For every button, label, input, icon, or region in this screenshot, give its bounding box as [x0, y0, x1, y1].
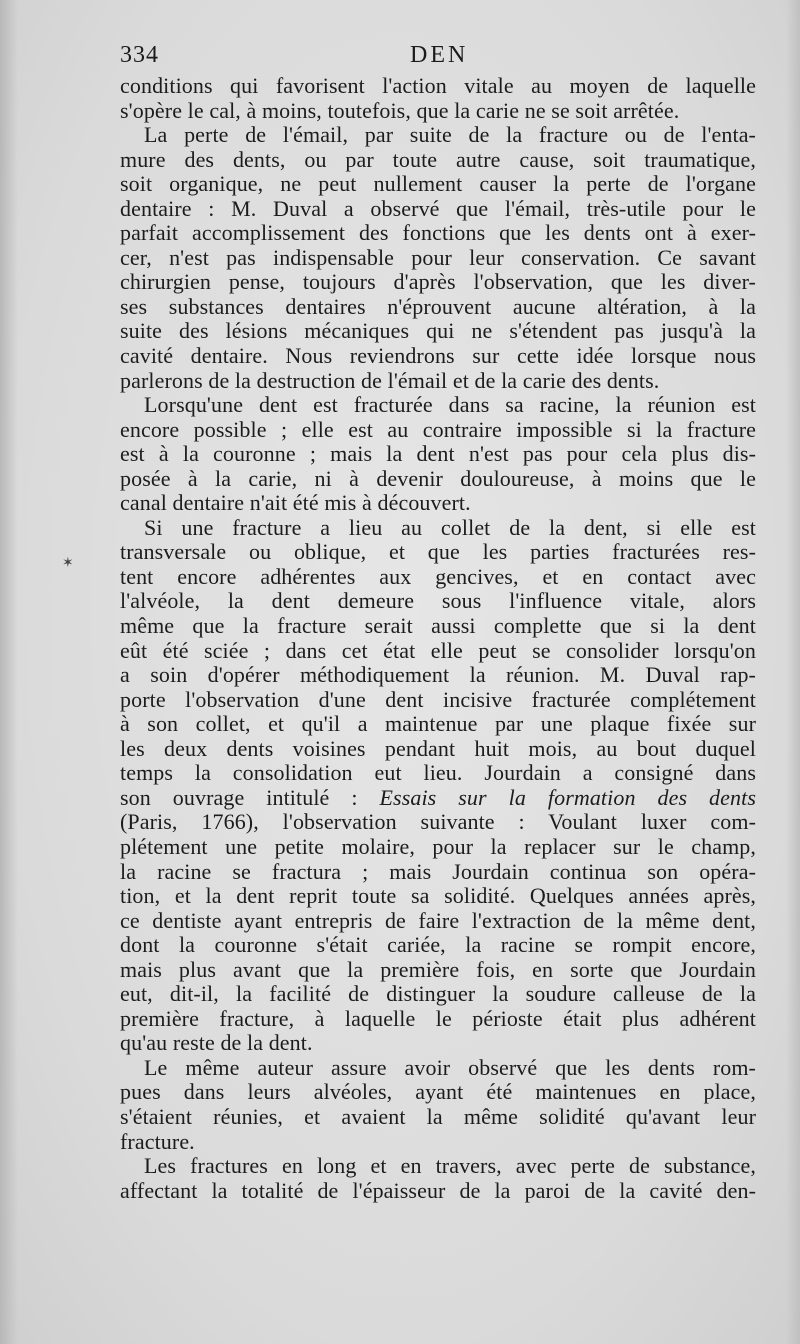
text-line: Si une fracture a lieu au collet de la dent, si elle est — [144, 515, 756, 540]
book-title: Essais sur la formation des dents — [379, 785, 756, 810]
text-line: cer, n'est pas indispensable pour leur conservation. Ce savant — [120, 245, 756, 270]
text-line: ce dentiste ayant entrepris de faire l'extraction de la même dent, — [120, 908, 756, 933]
text-line: les deux dents voisines pendant huit mois, au bout duquel — [120, 736, 756, 761]
text-line: Lorsqu'une dent est fracturée dans sa racine, la réunion est — [144, 393, 756, 418]
page-left-shadow — [0, 0, 18, 1344]
text-line: suite des lésions mécaniques qui ne s'étendent pas jusqu'à la — [120, 319, 756, 344]
text-line: eut, dit-il, la facilité de distinguer la soudure calleuse de la — [120, 982, 756, 1007]
text-line: Le même auteur assure avoir observé que les dents rom- — [144, 1055, 756, 1080]
text-line: s'opère le cal, à moins, toutefois, que la carie ne se soit arrêtée. — [120, 98, 680, 123]
body-text — [120, 74, 756, 1203]
text-line: posée à la carie, ni à devenir douloureuse, à moins que le — [120, 466, 756, 491]
text-line: dentaire : M. Duval a observé que l'émail, très-utile pour le — [120, 196, 756, 221]
text-line: parlerons de la destruction de l'émail et de la carie des dents. — [120, 368, 660, 393]
text-line: conditions qui favorisent l'action vitale au moyen de laquelle — [120, 74, 756, 98]
text-line: dont la couronne s'était cariée, la racine se rompit encore, — [120, 933, 756, 958]
text-line: à son collet, et qu'il a maintenue par une plaque fixée sur — [120, 712, 756, 737]
text-line: mais plus avant que la première fois, en sorte que Jourdain — [120, 957, 756, 982]
text-line: même que la fracture serait aussi complette que si la dent — [120, 614, 756, 639]
text-line: mure des dents, ou par toute autre cause, soit traumatique, — [120, 147, 756, 172]
text-line: fracture. — [120, 1129, 195, 1154]
text-line: son ouvrage intitulé : Essais sur la formation des dents — [120, 785, 756, 810]
text-line: ses substances dentaires n'éprouvent aucune altération, à la — [120, 294, 756, 319]
text-line: tent encore adhérentes aux gencives, et en contact avec — [120, 564, 756, 589]
text-line: première fracture, à laquelle le périoste était plus adhérent — [120, 1006, 756, 1031]
page-right-shadow — [786, 0, 800, 1344]
text-line: parfait accomplissement des fonctions que les dents ont à exer- — [120, 221, 756, 246]
text-line: plétement une petite molaire, pour la replacer sur le champ, — [120, 834, 756, 859]
text-line: pues dans leurs alvéoles, ayant été maintenues en place, — [120, 1080, 756, 1105]
page-number: 334 — [120, 42, 159, 68]
text-line: soit organique, ne peut nullement causer la perte de l'organe — [120, 172, 756, 197]
text-line: (Paris, 1766), l'observation suivante : Voulant luxer com- — [120, 810, 756, 835]
text-line: chirurgien pense, toujours d'après l'observation, que les diver- — [120, 270, 756, 295]
text-line: La perte de l'émail, par suite de la fracture ou de l'enta- — [144, 123, 756, 148]
text-line: a soin d'opérer méthodiquement la réunion. M. Duval rap- — [120, 663, 756, 688]
text-line: est à la couronne ; mais la dent n'est pas pour cela plus dis- — [120, 442, 756, 467]
text-line: Les fractures en long et en travers, avec perte de substance, — [144, 1154, 756, 1179]
margin-mark: ✶ — [62, 555, 74, 571]
text-line: tion, et la dent reprit toute sa solidité. Quelques années après, — [120, 884, 756, 909]
text-line: temps la consolidation eut lieu. Jourdain a consigné dans — [120, 761, 756, 786]
text-line: s'étaient réunies, et avaient la même solidité qu'avant leur — [120, 1104, 756, 1129]
page-header — [120, 42, 756, 72]
text-line: transversale ou oblique, et que les parties fracturées res- — [120, 540, 756, 565]
running-head: DEN — [410, 42, 469, 68]
text-line: encore possible ; elle est au contraire impossible si la fracture — [120, 417, 756, 442]
text-line: cavité dentaire. Nous reviendrons sur cette idée lorsque nous — [120, 344, 756, 369]
text-line: porte l'observation d'une dent incisive fracturée complétement — [120, 687, 756, 712]
text-line: affectant la totalité de l'épaisseur de la paroi de la cavité den- — [120, 1178, 756, 1203]
text-line: eût été sciée ; dans cet état elle peut se consolider lorsqu'on — [120, 638, 756, 663]
text-line: la racine se fractura ; mais Jourdain continua son opéra- — [120, 859, 756, 884]
text-line: qu'au reste de la dent. — [120, 1031, 313, 1056]
text-line: l'alvéole, la dent demeure sous l'influence vitale, alors — [120, 589, 756, 614]
text-line: canal dentaire n'ait été mis à découvert. — [120, 491, 471, 516]
